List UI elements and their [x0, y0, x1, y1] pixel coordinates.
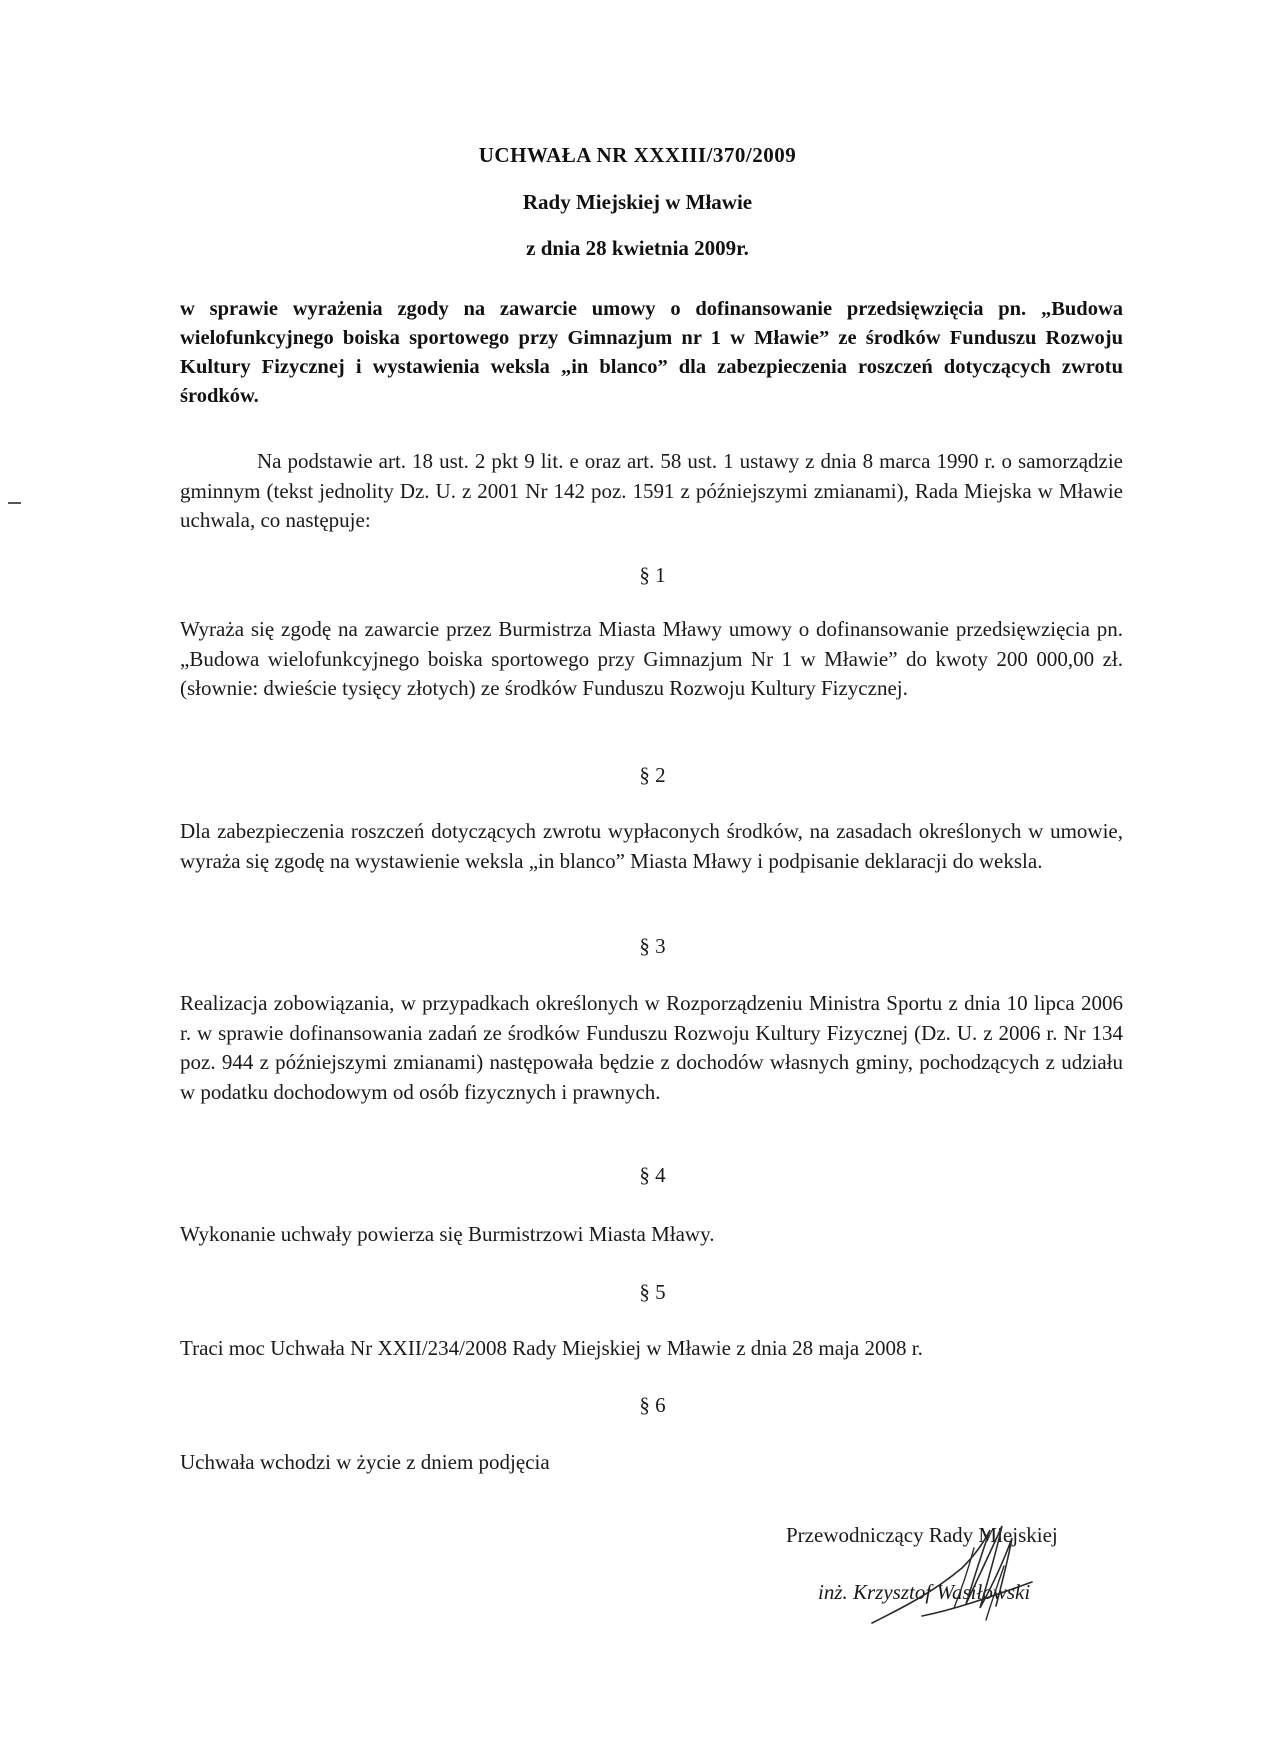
- scan-margin-mark: [8, 502, 21, 504]
- paragraph-2-text: Dla zabezpieczenia roszczeń dotyczących zwrotu wypłaconych środków, na zasadach określonych w umowie, wyraża się zgodę na wystawienie weksla „in blanco” Miasta Mławy i podpisanie deklaracji do weksla.: [180, 819, 1123, 873]
- paragraph-6-text: Uchwała wchodzi w życie z dniem podjęcia: [180, 1450, 550, 1474]
- signatory-title: Przewodniczący Rady Miejskiej: [786, 1523, 1058, 1547]
- paragraph-5-label: § 5: [639, 1280, 666, 1304]
- resolution-title: UCHWAŁA NR XXXIII/370/2009: [478, 143, 797, 167]
- paragraph-1-text: Wyraża się zgodę na zawarcie przez Burmistrza Miasta Mławy umowy o dofinansowanie przedsięwzięcia pn. „Budowa wielofunkcyjnego boiska sportowego przy Gimnazjum Nr 1 w Mławie” do kwoty 200 000,00 zł. (słownie: dwieście tysięcy złotych) ze środków Funduszu Rozwoju Kultury Fizycznej.: [180, 617, 1123, 700]
- paragraph-4-label: § 4: [639, 1163, 666, 1187]
- paragraph-3-label: § 3: [639, 934, 666, 958]
- resolution-date: z dnia 28 kwietnia 2009r.: [526, 236, 749, 260]
- signatory-name: inż. Krzysztof Wasiłowski: [818, 1580, 1031, 1604]
- paragraph-1-label: § 1: [639, 563, 666, 587]
- resolution-subject: w sprawie wyrażenia zgody na zawarcie umowy o dofinansowanie przedsięwzięcia pn. „Budowa wielofunkcyjnego boiska sportowego przy Gimnazjum nr 1 w Mławie” ze środków Funduszu Rozwoju Kultury Fizycznej i wystawienia weksla „in blanco” dla zabezpieczenia roszczeń dotyczących zwrotu środków.: [180, 298, 1123, 407]
- paragraph-5-text: Traci moc Uchwała Nr XXII/234/2008 Rady Miejskiej w Mławie z dnia 28 maja 2008 r.: [180, 1336, 923, 1360]
- legal-basis: Na podstawie art. 18 ust. 2 pkt 9 lit. e oraz art. 58 ust. 1 ustawy z dnia 8 marca 1990 r. o samorządzie gminnym (tekst jednolity Dz. U. z 2001 Nr 142 poz. 1591 z późniejszymi zmianami), Rada Miejska w Mławie uchwala, co następuje:: [180, 449, 1123, 532]
- signature-stroke: [954, 1548, 1004, 1620]
- paragraph-4-text: Wykonanie uchwały powierza się Burmistrzowi Miasta Mławy.: [180, 1222, 715, 1246]
- paragraph-6-label: § 6: [639, 1393, 666, 1417]
- signature-stroke: [872, 1526, 1032, 1623]
- resolution-issuer: Rady Miejskiej w Mławie: [522, 190, 753, 214]
- handwritten-signature: [862, 1508, 1042, 1638]
- paragraph-3-text: Realizacja zobowiązania, w przypadkach określonych w Rozporządzeniu Ministra Sportu z dnia 10 lipca 2006 r. w sprawie dofinansowania zadań ze środków Funduszu Rozwoju Kultury Fizycznej (Dz. U. z 2006 r. Nr 134 poz. 944 z późniejszymi zmianami) następowała będzie z dochodów własnych gminy, pochodzących z udziału w podatku dochodowym od osób fizycznych i prawnych.: [180, 991, 1123, 1104]
- paragraph-2-label: § 2: [639, 763, 666, 787]
